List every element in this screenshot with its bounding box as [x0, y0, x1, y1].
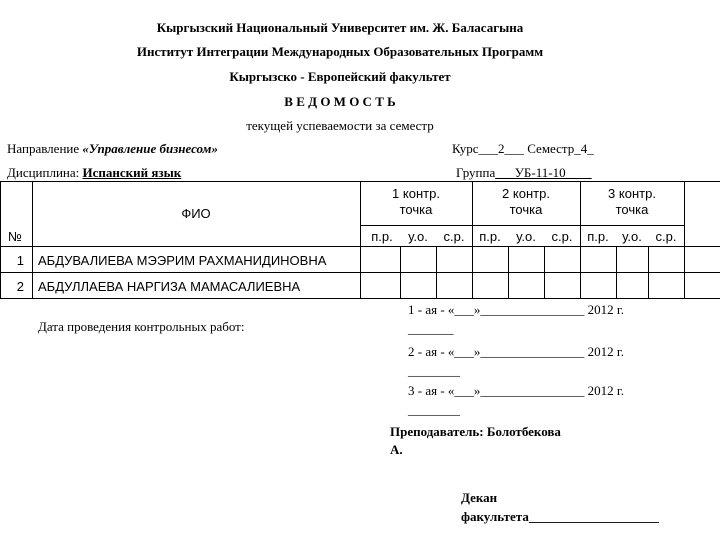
group-line [456, 165, 592, 181]
dates-label: Дата проведения контрольных работ: [38, 319, 245, 334]
date-1 [408, 300, 624, 338]
checkpoint-3-line2: точка [615, 202, 649, 217]
checkpoint-1-line1: 1 контр. [392, 186, 440, 201]
student-name: АБДУВАЛИЕВА МЭЭРИМ РАХМАНИДИНОВНА [38, 253, 327, 268]
col-divider [544, 246, 545, 299]
subcol-label: с.р. [655, 229, 677, 244]
university-name: Кыргызский Национальный Университет им. Ж. Баласагына [156, 20, 524, 35]
subcol-label: у.о. [516, 229, 536, 244]
col-divider [616, 246, 617, 299]
dean-line2: факультета____________________ [461, 509, 659, 524]
document-subtitle: текущей успеваемости за семестр [246, 118, 434, 133]
subcol-label: п.р. [479, 229, 501, 244]
col-divider [648, 246, 649, 299]
col-divider [436, 246, 437, 299]
date-2 [408, 342, 624, 380]
course-semester: Курс___2___ Семестр_4_ [452, 141, 594, 156]
row-number: 1 [16, 253, 24, 268]
direction-line [7, 141, 218, 157]
table-border-left [0, 181, 1, 299]
direction-value: «Управление бизнесом» [82, 141, 218, 156]
date-2-line: 2 - ая - «___»________________ 2012 г. [408, 344, 625, 359]
date-3-line: 3 - ая - «___»________________ 2012 г. [408, 383, 625, 398]
teacher-line2: А. [390, 442, 403, 457]
date-2-underline: ________ [408, 363, 460, 378]
date-3-underline: ________ [408, 402, 460, 417]
teacher-signature [390, 423, 561, 459]
subcol-label: п.р. [587, 229, 609, 244]
subcol-label: с.р. [443, 229, 465, 244]
teacher-line1: Преподаватель: Болотбекова [390, 424, 561, 439]
checkpoint-2-header [472, 186, 580, 218]
group-value: ___УБ-11-10____ [495, 165, 592, 180]
subcol-label: п.р. [371, 229, 393, 244]
checkpoint-2-line1: 2 контр. [502, 186, 550, 201]
date-1-line: 1 - ая - «___»________________ 2012 г. [408, 302, 625, 317]
number-header: № [8, 229, 22, 244]
discipline-label: Дисциплина: [7, 165, 80, 180]
student-name: АБДУЛЛАЕВА НАРГИЗА МАМАСАЛИЕВНА [38, 279, 301, 294]
fio-header: ФИО [181, 206, 211, 221]
dean-signature [461, 488, 659, 526]
direction-label: Направление [7, 141, 80, 156]
document-title: В Е Д О М О С Т Ь [284, 94, 396, 109]
col-divider [508, 246, 509, 299]
row-number: 2 [16, 279, 24, 294]
discipline-value: Испанский язык [82, 165, 182, 180]
date-1-underline: _______ [408, 321, 454, 336]
subcol-label: с.р. [551, 229, 573, 244]
checkpoint-1-header [360, 186, 472, 218]
faculty-name: Кыргызско - Европейский факультет [229, 69, 451, 84]
col-divider [400, 246, 401, 299]
checkpoint-3-line1: 3 контр. [608, 186, 656, 201]
checkpoint-3-header [580, 186, 684, 218]
discipline-line [7, 165, 181, 181]
checkpoint-2-line2: точка [509, 202, 543, 217]
table-border-right [684, 181, 685, 299]
dean-line1: Декан [461, 490, 498, 505]
checkpoint-subheader-line [360, 225, 684, 226]
institute-name: Институт Интеграции Международных Образовательных Программ [136, 44, 544, 59]
date-3 [408, 381, 624, 419]
subcol-label: у.о. [622, 229, 642, 244]
group-label: Группа [456, 165, 496, 180]
checkpoint-1-line2: точка [399, 202, 433, 217]
subcol-label: у.о. [408, 229, 428, 244]
